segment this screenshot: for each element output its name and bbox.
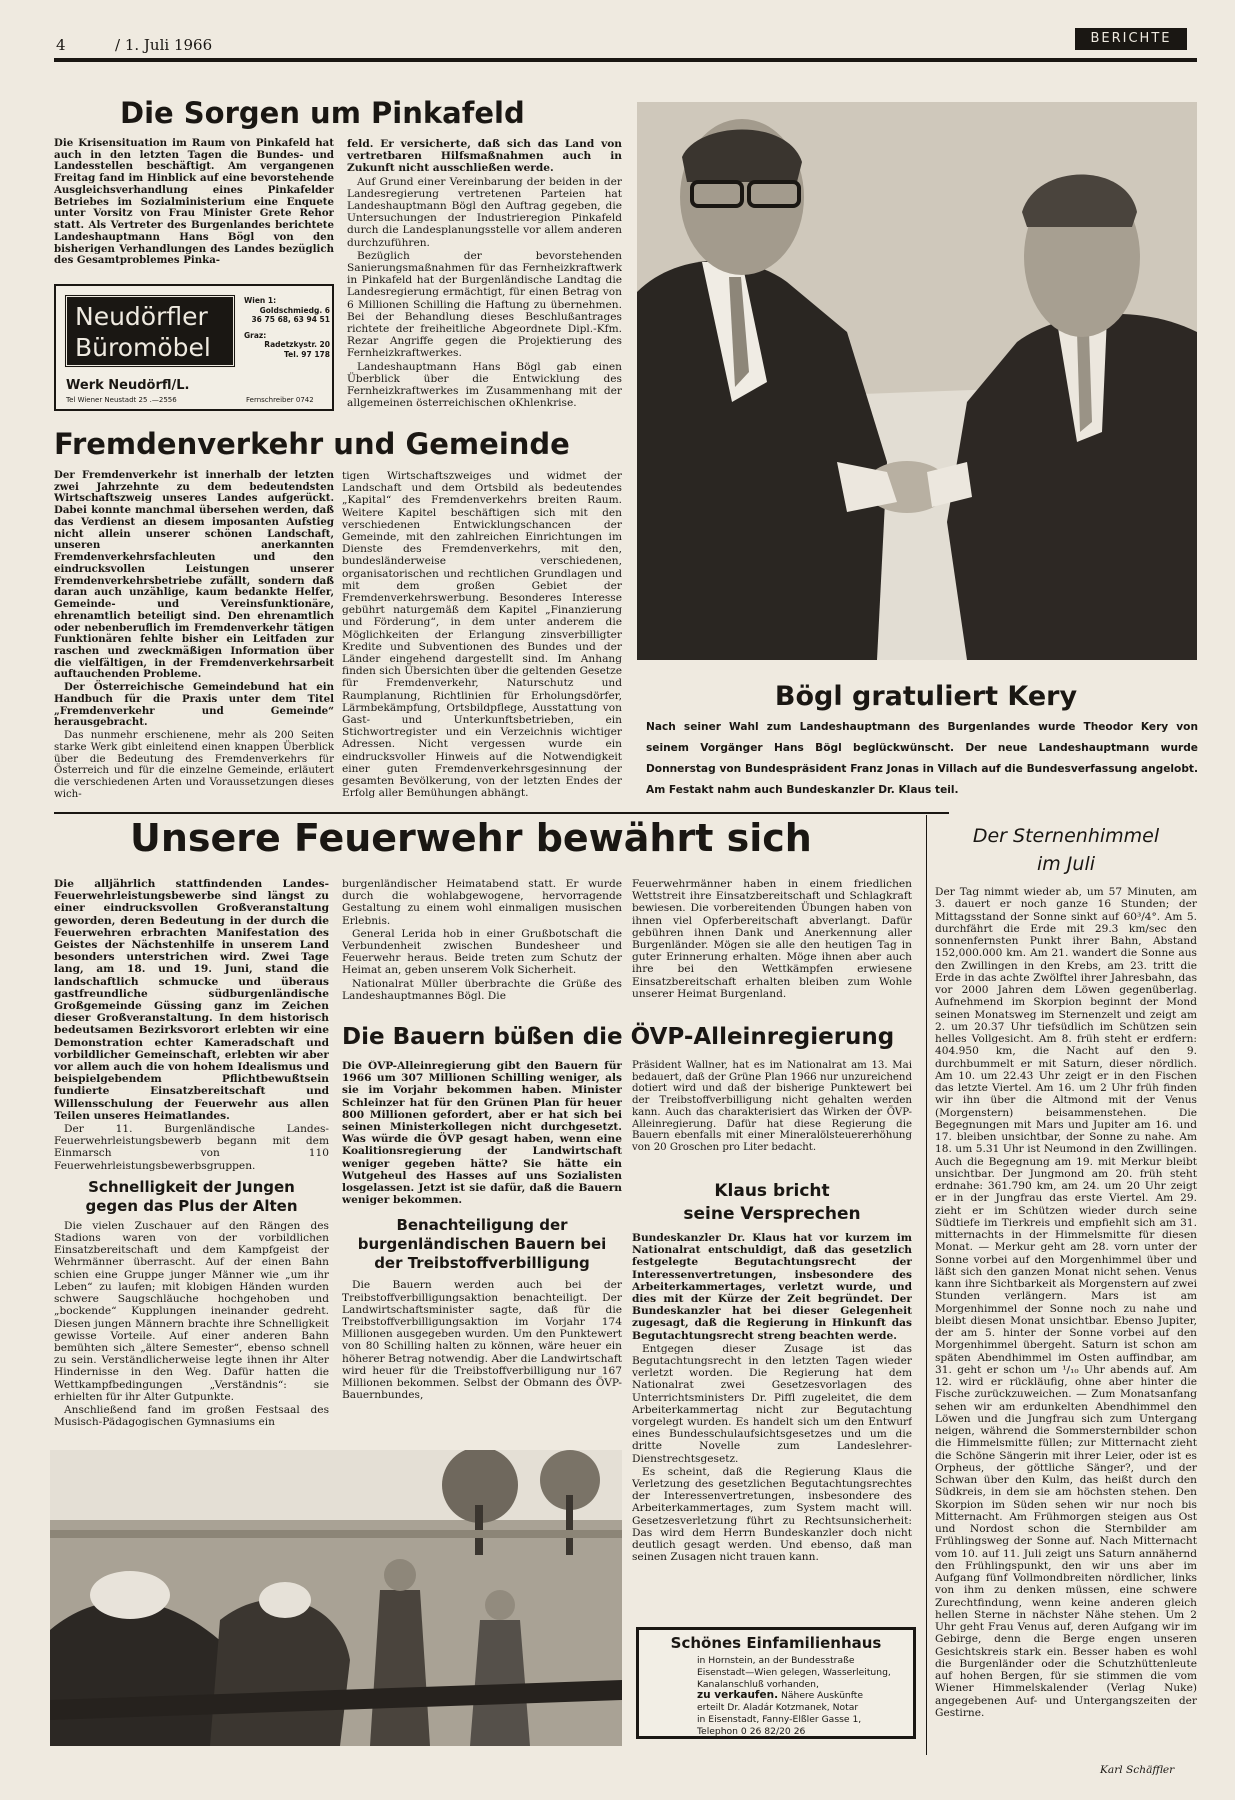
ad-haus-title: Schönes Einfamilienhaus xyxy=(670,1634,882,1652)
fremdenverkehr-col1 xyxy=(54,470,334,810)
sternenhimmel-col xyxy=(935,886,1197,1758)
bauern-subhead: Benachteiligung der burgenländischen Bauern bei der Treibstoffverbilligung xyxy=(357,1216,607,1273)
boegl-caption: Nach seiner Wahl zum Landeshauptmann des Burgenlandes wurde Theodor Kery von seinem Vorgänger Hans Bögl beglückwünscht. Der neue Landeshauptmann wurde Donnerstag von Bundespräsident Franz Jonas in Villach auf die Bundesverfassung angelobt. Am Festakt nahm auch Bundeskanzler Dr. Klaus teil. xyxy=(646,721,1198,796)
boegl-headline: Bögl gratuliert Kery xyxy=(774,681,1078,712)
fremdenverkehr-col2 xyxy=(342,470,622,810)
ad-haus-l1: in Hornstein, an der Bundesstraße xyxy=(697,1655,855,1666)
klaus-p2: Es scheint, daß die Regierung Klaus die Verletzung des gesetzlichen Begutachtungsrechtes der Interessenvertretungen, insbesondere des Arbeiterkammertages, zum System macht will. Gesetzesverletzung führt zu Rechtsunsicherheit: Das wird dem Herrn Bundeskanzler doch nicht deutlich gesagt werden. Und ebenso, daß man seinen Zusagen nicht trauen kann. xyxy=(632,1465,912,1564)
ad-logo-line1: Neudörfler xyxy=(75,302,208,331)
ad-einfamilienhaus xyxy=(636,1627,916,1739)
bauern-col1 xyxy=(342,1060,622,1415)
ad-logo-box xyxy=(64,294,236,368)
pinkafeld-col1 xyxy=(54,138,334,270)
issue-date: / 1. Juli 1966 xyxy=(115,36,213,54)
photo-feuerwehr-bewerb xyxy=(50,1450,622,1746)
pinkafeld-lead-cont: feld. Er versicherte, daß sich das Land von vertretbaren Hilfsmaßnahmen auch in Zukunft nicht ausschließen werde. xyxy=(347,138,622,175)
klaus-headline-2: seine Versprechen xyxy=(683,1204,861,1224)
fremdenverkehr-col2-p1: tigen Wirtschaftszweiges und widmet der Landschaft und dem Ortsbild als bedeutendes „Kapital“ des Fremdenverkehrs breiten Raum. Weitere Kapitel beschäftigen sich mit den verschiedenen Entwicklungschancen der Gemeinde, mit den zahlreichen Einrichtungen im Dienste des Fremdenverkehrs, mit den, bundesländerweise verschiedenen, organisatorischen und rechtlichen Grundlagen und mit dem großen Gebiet der Fremdenverkehrswerbung. Besonderes Interesse gebührt naturgemäß dem Kapitel „Finanzierung und Förderung“, in dem unter anderem die Möglichkeiten der Erlangung zinsverbilligter Kredite und Subventionen des Bundes und der Länder eingehend dargestellt sind. Im Anhang finden sich Übersichten über die geltenden Gesetze für Fremdenverkehr, Naturschutz und Raumplanung, Richtlinien für Erholungsdörfer, Lärmbekämpfung, Ortsbildpflege, Ausstattung von Gast- und Unterkunftsbetrieben, ein Stichwortregister und ein Verzeichnis wichtiger Adressen. Nicht vergessen wurde ein eindrucksvoller Hinweis auf die Notwendigkeit einer guten Fremdenverkehrsgesinnung der gesamten Bevölkerung, von der letzten Endes der Erfolg aller Bemühungen abhängt. xyxy=(342,470,622,800)
ad-haus-l2: Eisenstadt—Wien gelegen, Wasserleitung, Kanalanschluß vorhanden, xyxy=(697,1666,891,1690)
sternenhimmel-headline-2: im Juli xyxy=(1036,853,1096,875)
bauern-headline: Die Bauern büßen die ÖVP-Alleinregierung xyxy=(342,1024,895,1050)
ad-wien-addr: Goldschmiedg. 6 xyxy=(259,305,330,315)
ad-works: Werk Neudörfl/L. xyxy=(66,378,190,393)
feuerwehr-col3-p1: Feuerwehrmänner haben in einem friedlichen Wettstreit ihre Einsatzbereitschaft und Schlagkraft bewiesen. Die vorbereitenden Übungen haben von ihnen viel Opferbereitschaft abverlangt. Dafür gebühren ihnen Dank und Anerkennung aller Burgenländer. Mögen sie alle den heutigen Tag in guter Erinnerung erhalten. Möge ihnen aber auch ihre bei den Wettkämpfen erwiesene Einsatzbereitschaft erhalten bleiben zum Wohle unserer Heimat Burgenland. xyxy=(632,878,912,1000)
sternenhimmel-p1: Der Tag nimmt wieder ab, um 57 Minuten, am 3. dauert er noch ganze 16 Stunden; der Mittagsstand der Sonne sinkt auf 60³/4°. Am 5. durchfährt die Erde mit 29.3 km/sec den sonnenfernsten Punkt ihrer Bahn, Abstand 152,000.000 km. Am 21. wandert die Sonne aus den Zwillingen in den Krebs, am 23. tritt die Erde in das achte Zwölftel ihrer Jahresbahn, das vor 2000 Jahren dem Löwen gegenüberlag. Aufnehmend im Skorpion beginnt der Mond seinen Monatsweg im Sternenzelt und zeigt am 2. um 20.37 Uhr tiefsüdlich im Schützen sein helles Vollgesicht. Am 8. früh steht er erdfern: 404.950 km, die Nacht auf den 9. durchbummelt er mit Saturn, dieser nördlich. Am 10. um 22.43 Uhr zeigt er in den Fischen das letzte Viertel. Am 16. um 2 Uhr früh finden wir ihn über die Altmond mit der Venus (Morgenstern) beisammenstehen. Die Begegnungen mit Mars und Jupiter am 16. und 17. bleiben unsichtbar, der Sonne zu nahe. Am 18. um 5.31 Uhr ist Neumond in den Zwillingen. Auch die Begegnung am 19. mit Merkur bleibt unsichtbar. Der Jungmond am 20. früh steht erdnahe: 361.790 km, am 24. um 20 Uhr zeigt er in der Jungfrau das erste Viertel. Am 29. zieht er im Schützen wieder durch seine Südtiefe im Tierkreis und empfiehlt sich am 31. mitternachts in der Himmelsmitte für diesen Monat. — Merkur geht am 28. vorn unter der Sonne vorbei auf den Morgenhimmel über und läßt sich den ganzen Monat nicht sehen. Venus kann ihre Sichtbarkeit als Morgenstern auf zwei Stunden verlängern. Mars ist am Morgenhimmel der Sonne noch zu nahe und bleibt diesen Monat unsichtbar. Ebenso Jupiter, der am 5. hinter der Sonne vorbei auf den Morgenhimmel übergeht. Saturn ist schon am späten Abendhimmel im Osten auffindbar, am 31. geht er schon um ¹/₁₀ Uhr abends auf. Am 12. wird er rückläufig, ohne aber hinter die Fische zurückzuweichen. — Zum Monatsanfang sehen wir am erdunkelten Abendhimmel den Löwen und die Jungfrau sich zum Untergang neigen, während die Sommersternbilder schon die Himmelsmitte füllen; zur Mitternacht zieht die Schöne Sängerin mit ihrer Leier, oder ist es Orpheus, der göttliche Sänger?, und der Schwan über den Kulm, das heißt durch den Südkreis, in dem sie am höchsten stehen. Den Skorpion im Süden sehen wir nur noch bis Mitternacht. Am Frühmorgen steigen aus Ost und Nordost schon die Sternbilder am Frühlingsweg der Sonne auf. Nach Mitternacht vom 10. auf 11. Juli zeigt uns Saturn annähernd den Frühlingspunkt, den wir uns aber im Aufgang fünf Vollmondbreiten nördlicher, links von ihm zu denken müssen, eine schwere Zurechtfindung, wenn keine anderen gleich hellen Sterne in nächster Nähe stehen. Um 2 Uhr geht Frau Venus auf, deren Aufgang wir im Gebirge, denn die Berge engen unseren Gesichtskreis stark ein. Besser haben es wohl die Burgenländer oder die Schutzhüttenleute auf hohen Bergen, für sie stimmen die vom Wiener Himmelskalender (Verlag Nuke) angegebenen Auf- und Untergangszeiten der Gestirne. xyxy=(935,886,1197,1719)
ad-neudoerfler xyxy=(54,284,334,411)
bauern-col2-p1: Präsident Wallner, hat es im Nationalrat am 13. Mai bedauert, daß der Grüne Plan 1966 nur unzureichend dotiert wird und daß der bisherige Punktewert bei der Treibstoffverbilligung nicht gehalten werden kann. Auch das charakterisiert das Wirken der ÖVP-Alleinregierung. Dafür hat diese Regierung die Bauern ebenfalls mit einer Mineralölsteuererhöhung von 20 Groschen pro Liter bedacht. xyxy=(632,1060,912,1154)
feuerwehr-p1: Die alljährlich stattfindenden Landes-Feuerwehrleistungsbewerbe sind längst zu einer eindrucksvollen Großveranstaltung geworden, deren Bedeutung in der durch die Feuerwehren erbrachten Manifestation des Geistes der Nächstenhilfe in unserem Land besonders unterstrichen wird. Zwei Tage lang, am 18. und 19. Juni, stand die landschaftlich schmucke und überaus gastfreundliche südburgenländische Großgemeinde Güssing ganz im Zeichen dieser Großveranstaltung. In dem historisch bedeutsamen Bezirksvorort erlebten wir eine Demonstration echter Kameradschaft und vorbildlicher Gemeinschaft, erlebten wir aber vor allem auch die von hohem Idealismus und beispielgebendem Pflichtbewußtsein fundierte Einsatzbereitschaft und Willensschulung der Feuerwehr aus allen Teilen unseres Heimatlandes. xyxy=(54,878,329,1122)
ad-telex: Fernschreiber 0742 xyxy=(246,396,314,404)
ad-addresses xyxy=(244,296,330,359)
ad-haus-l6: Telephon 0 26 82/20 26 xyxy=(697,1725,806,1737)
feuerwehr-p3: Die vielen Zuschauer auf den Rängen des Stadions waren von der vorbildlichen Einsatzbereitschaft und dem Kampfgeist der Wehrmänner überrascht. Auf der einen Bahn schien eine Gruppe junger Männer wie „um ihr Leben“ zu laufen; mit klobigen Händen wurden schwere Saugschläuche hochgehoben und „bockende“ Kupplungen ineinander gedreht. Diesen jungen Männern brachte ihre Schnelligkeit gewisse Vorteile. Auf einer anderen Bahn bemühten sich „ältere Semester“, ebenso schnell zu sein. Verständlicherweise legte ihnen ihr Alter Hindernisse in den Weg. Dafür hatten die Wettkampfbedingungen „Verständnis“: sie erhielten für ihr Alter Gutpunkte. xyxy=(54,1219,329,1403)
sternenhimmel-left-rule xyxy=(926,815,927,1755)
feuerwehr-col2-p2: General Lerida hob in einer Grußbotschaft die Verbundenheit zwischen Bundesheer und Feuerwehr heraus. Beide treten zum Schutz der Heimat an, geben unserem Volk Sicherheit. xyxy=(342,927,622,977)
bauern-col2 xyxy=(632,1060,912,1165)
pinkafeld-lead: Die Krisensituation im Raum von Pinkafeld hat auch in den letzten Tagen die Bundes- und Landesstellen beschäftigt. Am vergangenen Freitag fand im Hinblick auf eine bevorstehende Ausgleichsverhandlung eines Pinkafelder Betriebes im Sozialministerium eine Enquete unter Vorsitz von Frau Minister Grete Rehor statt. Als Vertreter des Burgenlandes berichtete Landeshauptmann Hans Bögl von den bisherigen Verhandlungen des Landes bezüglich des Gesamtproblemes Pinka- xyxy=(54,138,334,267)
ad-haus-l3b: Nähere Auskünfte xyxy=(781,1690,864,1702)
feuerwehr-col2-p3: Nationalrat Müller überbrachte die Grüße des Landeshauptmannes Bögl. Die xyxy=(342,977,622,1002)
ad-graz-tel: Tel. 97 178 xyxy=(284,349,330,359)
feuerwehr-subhead: Schnelligkeit der Jungen gegen das Plus der Alten xyxy=(85,1177,298,1215)
ad-graz-addr: Radetzkystr. 20 xyxy=(264,340,330,349)
ad-graz-label: Graz: xyxy=(244,330,267,340)
ad-haus-l4: erteilt Dr. Aladár Kotzmanek, Notar xyxy=(697,1702,859,1714)
pinkafeld-headline: Die Sorgen um Pinkafeld xyxy=(120,96,525,130)
ad-haus-l3: zu verkaufen. xyxy=(697,1689,779,1702)
sternenhimmel-headline-1: Der Sternenhimmel xyxy=(972,825,1160,847)
klaus-headline-1: Klaus bricht xyxy=(714,1181,830,1201)
bauern-lead: Die ÖVP-Alleinregierung gibt den Bauern für 1966 um 307 Millionen Schilling weniger, als sie im Vorjahr bekommen haben. Minister Schleinzer hat für den Grünen Plan für heuer 800 Millionen gefordert, aber er hat sich bei seinen Ministerkollegen nicht durchgesetzt. Was würde die ÖVP gesagt haben, wenn eine Koalitionsregierung der Landwirtschaft weniger gegeben hätte? Sie hätte ein Wutgeheul des Hasses auf uns Sozialisten losgelassen. Jetzt ist sie dafür, daß die Bauern weniger bekommen. xyxy=(342,1060,622,1207)
klaus-p1: Entgegen dieser Zusage ist das Begutachtungsrecht in den letzten Tagen wieder verletzt worden. Die Regierung hat dem Nationalrat zwei Gesetzesvorlagen des Unterrichtsministers Dr. Piffl zugeleitet, die dem Arbeiterkammertag nicht zur Begutachtung vorgelegt wurden. Es handelt sich um den Entwurf eines Bundesschulaufsichtsgesetzes und um die dritte Novelle zum Landeslehrer-Dienstrechtsgesetz. xyxy=(632,1342,912,1465)
ad-logo-line2: Büromöbel xyxy=(75,333,211,362)
feuerwehr-col2 xyxy=(342,878,622,1013)
fremdenverkehr-p2: Der Österreichische Gemeindebund hat ein Handbuch für die Praxis unter dem Titel „Fremdenverkehr und Gemeinde“ herausgebracht. xyxy=(54,681,334,729)
sternenhimmel-author: Karl Schäffler xyxy=(1100,1764,1175,1776)
ad-haus-l5: in Eisenstadt, Fanny-Elßler Gasse 1, xyxy=(697,1713,862,1725)
ad-haus-body xyxy=(697,1655,909,1738)
photo-boegl-kery xyxy=(637,102,1197,660)
section-label: BERICHTE xyxy=(1075,28,1187,50)
header-rule xyxy=(54,58,1197,62)
fremdenverkehr-p1: Der Fremdenverkehr ist innerhalb der letzten zwei Jahrzehnte zu dem bedeutendsten Wirtschaftszweig unseres Landes aufgerückt. Dabei konnte manchmal übersehen werden, daß das Verdienst an diesem imposanten Aufstieg nicht allein unserer schönen Landschaft, unseren anerkannten Fremdenverkehrsfachleuten und den eindrucksvollen Leistungen unserer Fremdenverkehrsbetriebe zufällt, sondern daß daran auch unzählige, kaum bedankte Helfer, Gemeinde- und Vereinsfunktionäre, ehrenamtlich beteiligt sind. Den ehrenamtlich oder nebenberuflich im Fremdenverkehr tätigen Funktionären fehlte bisher ein Leitfaden zur raschen und zweckmäßigen Information über die vielfältigen, in der Fremdenverkehrsarbeit auftauchenden Probleme. xyxy=(54,470,334,681)
feuerwehr-top-rule xyxy=(54,812,949,814)
klaus-col xyxy=(632,1232,912,1607)
fremdenverkehr-headline: Fremdenverkehr und Gemeinde xyxy=(54,427,570,461)
pinkafeld-p2: Bezüglich der bevorstehenden Sanierungsmaßnahmen für das Fernheizkraftwerk in Pinkafeld hat der Burgenländische Landtag die Landesregierung ermächtigt, für einen Betrag von 6 Millionen Schilling die Haftung zu übernehmen. Bei der Behandlung dieses Beschlußantrages richtete der freiheitliche Abgeordnete Dipl.-Kfm. Rezar Angriffe gegen die Projektierung des Fernheizkraftwerkes. xyxy=(347,249,622,360)
pinkafeld-p1: Auf Grund einer Vereinbarung der beiden in der Landesregierung vertretenen Parteien hat Landeshauptmann Bögl den Auftrag gegeben, die Untersuchungen der Industrieregion Pinkafeld durch die Landesplanungsstelle vor allem anderen durchzuführen. xyxy=(347,175,622,249)
feuerwehr-headline: Unsere Feuerwehr bewährt sich xyxy=(130,816,812,860)
feuerwehr-p2: Der 11. Burgenländische Landes-Feuerwehrleistungsbewerb begann mit dem Einmarsch von 110 Feuerwehrleistungsbewerbsgruppen. xyxy=(54,1123,329,1172)
bauern-p1: Die Bauern werden auch bei der Treibstoffverbilligungsaktion benachteiligt. Der Landwirtschaftsminister sagte, daß für die Treibstoffverbilligungsaktion im Vorjahr 174 Millionen ausgegeben wurden. Um den Punktewert von 80 Schilling halten zu können, wäre heuer ein höherer Betrag notwendig. Aber die Landwirtschaft wird heuer für die Treibstoffverbilligung nur 167 Millionen bekommen. Selbst der Obmann des ÖVP-Bauernbundes, xyxy=(342,1279,622,1402)
feuerwehr-col2-p1: burgenländischer Heimatabend statt. Er wurde durch die wohlabgewogene, hervorragende Gestaltung zu einem wohl einmaligen musischen Erlebnis. xyxy=(342,878,622,927)
ad-tel: Tel Wiener Neustadt 25 .—2556 xyxy=(66,396,177,404)
ad-wien-label: Wien 1: xyxy=(244,296,277,305)
page-number: 4 xyxy=(56,36,66,54)
feuerwehr-p4: Anschließend fand im großen Festsaal des Musisch-Pädagogischen Gymnasiums ein xyxy=(54,1403,329,1429)
klaus-lead: Bundeskanzler Dr. Klaus hat vor kurzem im Nationalrat entschuldigt, daß das gesetzlich festgelegte Begutachtungsrecht der Interessenvertretungen, insbesondere des Arbeiterkammertages, verletzt wurde, und dies mit der Kürze der Zeit begründet. Der Bundeskanzler hat bei dieser Gelegenheit zugesagt, daß die Regierung in Hinkunft das Begutachtungsrecht streng beachten werde. xyxy=(632,1232,912,1342)
fremdenverkehr-p3: Das nunmehr erschienene, mehr als 200 Seiten starke Werk gibt einleitend einen knappen Überblick über die Bedeutung des Fremdenverkehrs für Österreich und für die einzelne Gemeinde, erläutert die verschiedenen Arten und Voraussetzungen dieses wich- xyxy=(54,730,334,800)
ad-wien-tel: 36 75 68, 63 94 51 xyxy=(251,315,330,324)
pinkafeld-col2 xyxy=(347,138,622,410)
feuerwehr-col3 xyxy=(632,878,912,1013)
pinkafeld-p3: Landeshauptmann Hans Bögl gab einen Überblick über die Entwicklung des Fernheizkraftwerkes im Zusammenhang mit der allgemeinen österreichischen oKhlenkrise. xyxy=(347,360,622,410)
